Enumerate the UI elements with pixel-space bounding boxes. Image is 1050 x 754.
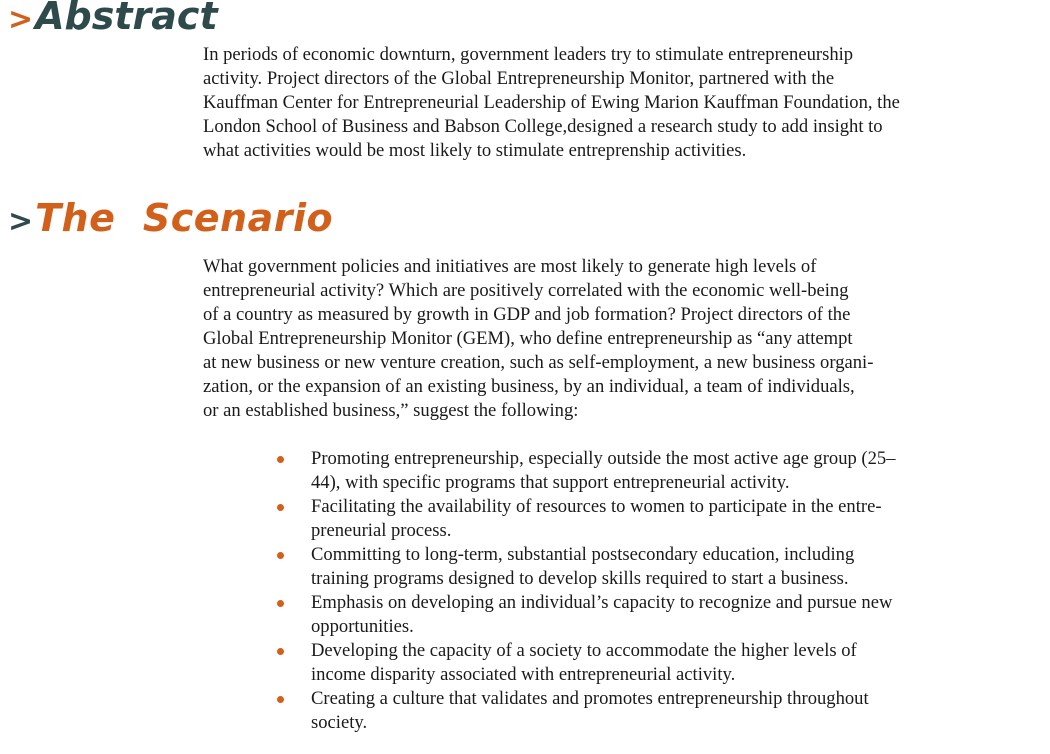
list-item-line: opportunities.	[311, 616, 414, 637]
abstract-line: Kauffman Center for Entrepreneurial Leadership of Ewing Marion Kauffman Foundation, the	[203, 92, 900, 113]
scenario-line: entrepreneurial activity? Which are positively correlated with the economic well-being	[203, 280, 849, 301]
list-item	[272, 639, 896, 687]
scenario-line: What government policies and initiatives are most likely to generate high levels of	[203, 256, 817, 277]
list-item-line: Developing the capacity of a society to accommodate the higher levels of	[311, 640, 857, 661]
scenario-line: at new business or new venture creation, such as self-employment, a new business organi-	[203, 352, 874, 373]
bullet-icon	[277, 648, 284, 655]
list-item	[272, 591, 896, 639]
list-item	[272, 495, 896, 543]
abstract-line: activity. Project directors of the Global Entrepreneurship Monitor, partnered with the	[203, 68, 835, 89]
bullet-icon	[277, 600, 284, 607]
list-item-line: training programs designed to develop skills required to start a business.	[311, 568, 849, 589]
bullet-icon	[277, 504, 284, 511]
chevron-icon: >	[8, 204, 34, 239]
abstract-heading	[8, 0, 218, 42]
scenario-heading	[8, 196, 333, 244]
bullet-icon	[277, 696, 284, 703]
list-item-line: Promoting entrepreneurship, especially outside the most active age group (25–	[311, 448, 896, 469]
scenario-paragraph	[203, 255, 873, 423]
list-item-line: society.	[311, 712, 368, 733]
scenario-line: zation, or the expansion of an existing business, by an individual, a team of individuals,	[203, 376, 855, 397]
list-item-line: Committing to long-term, substantial postsecondary education, including	[311, 544, 855, 565]
list-item	[272, 687, 896, 735]
abstract-paragraph	[203, 43, 900, 163]
list-item-line: Creating a culture that validates and promotes entrepreneurship throughout	[311, 688, 869, 709]
list-item	[272, 447, 896, 495]
abstract-line: In periods of economic downturn, government leaders try to stimulate entrepreneurship	[203, 44, 854, 65]
list-item-line: income disparity associated with entrepreneurial activity.	[311, 664, 736, 685]
bullet-icon	[277, 456, 284, 463]
abstract-line: what activities would be most likely to stimulate entreprenship activities.	[203, 140, 747, 161]
bullet-icon	[277, 552, 284, 559]
scenario-line: or an established business,” suggest the following:	[203, 400, 579, 421]
abstract-title: Abstract	[35, 0, 218, 38]
list-item-line: Emphasis on developing an individual’s capacity to recognize and pursue new	[311, 592, 893, 613]
scenario-line: of a country as measured by growth in GDP and job formation? Project directors of the	[203, 304, 851, 325]
scenario-line: Global Entrepreneurship Monitor (GEM), who define entrepreneurship as “any attempt	[203, 328, 853, 349]
scenario-title: The Scenario	[35, 196, 334, 240]
suggestions-list	[272, 447, 896, 735]
list-item	[272, 543, 896, 591]
list-item-line: Facilitating the availability of resources to women to participate in the entre-	[311, 496, 882, 517]
chevron-icon: >	[8, 2, 34, 37]
list-item-line: 44), with specific programs that support entrepreneurial activity.	[311, 472, 790, 493]
list-item-line: preneurial process.	[311, 520, 452, 541]
abstract-line: London School of Business and Babson College,designed a research study to add insight to	[203, 116, 883, 137]
